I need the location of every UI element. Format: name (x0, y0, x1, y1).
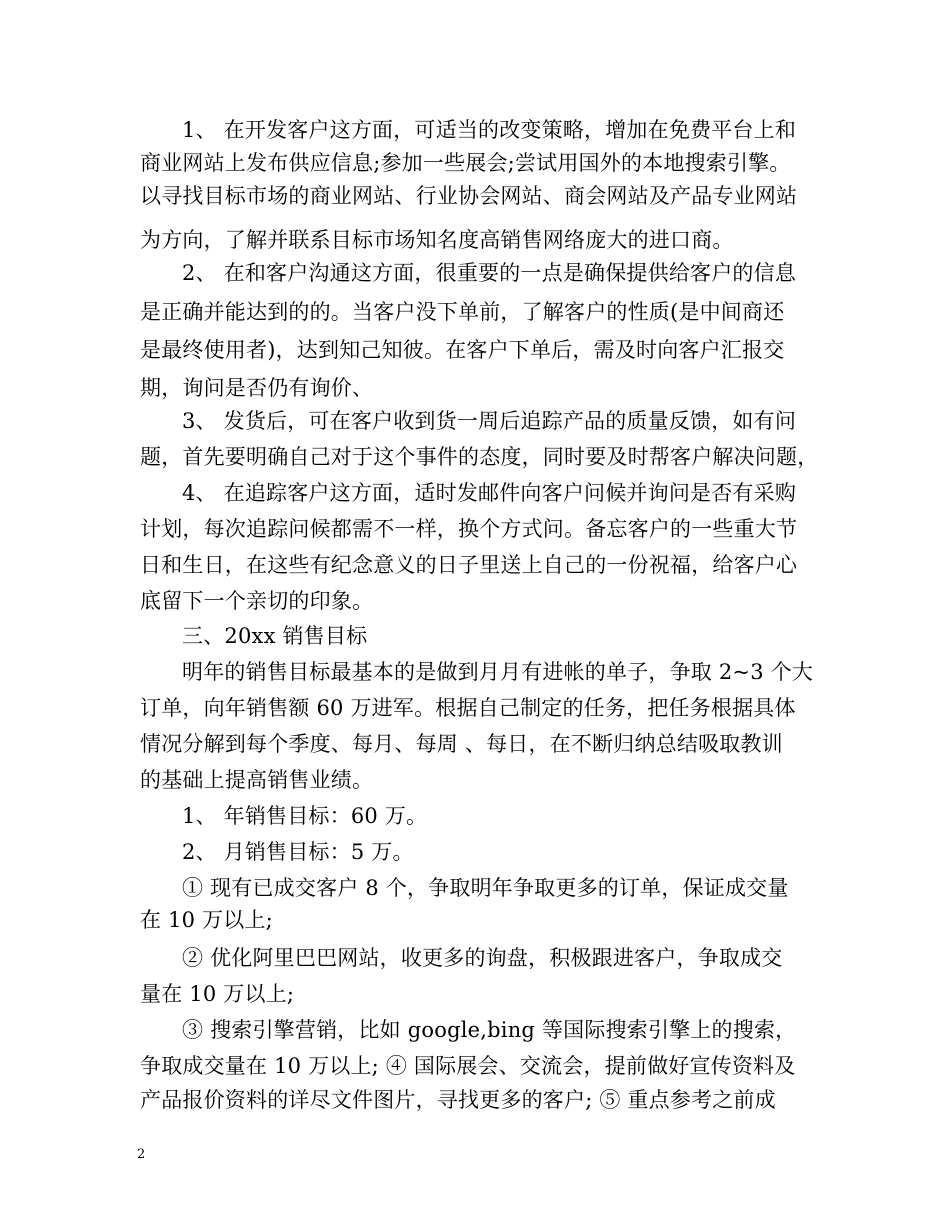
text-line: ③ 搜索引擎营销，比如 google,bing 等国际搜索引擎上的搜索， (182, 1018, 797, 1042)
text-line: 2、 在和客户沟通这方面，很重要的一点是确保提供给客户的信息 (182, 261, 797, 285)
page-number: 2 (137, 1147, 146, 1162)
text-line: 产品报价资料的详尽文件图片，寻找更多的客户; ⑤ 重点参考之前成 (140, 1088, 776, 1112)
text-line: ① 现有已成交客户 8 个，争取明年争取更多的订单，保证成交量 (182, 876, 789, 900)
text-line: 计划，每次追踪问候都需不一样，换个方式问。备忘客户的一些重大节 (140, 517, 798, 541)
section-heading: 三、20xx 销售目标 (182, 624, 368, 648)
text-line: 1、 年销售目标：60 万。 (182, 804, 428, 828)
text-line: 争取成交量在 10 万以上; ④ 国际展会、交流会，提前做好宣传资料及 (140, 1054, 796, 1078)
text-line: 2、 月销售目标：5 万。 (182, 840, 414, 864)
text-line: 情况分解到每个季度、每月、每周 、每日，在不断归纳总结吸取教训 (140, 732, 783, 756)
text-line: 期，询问是否仍有询价、 (140, 376, 374, 400)
text-line: 商业网站上发布供应信息;参加一些展会;尝试用国外的本地搜索引擎。 (140, 151, 791, 175)
text-line: 底留下一个亲切的印象。 (140, 589, 374, 613)
text-line: 以寻找目标市场的商业网站、行业协会网站、商会网站及产品专业网站 (140, 184, 798, 208)
text-line: 明年的销售目标最基本的是做到月月有进帐的单子，争取 2~3 个大 (182, 660, 814, 684)
text-line: 的基础上提高销售业绩。 (140, 768, 374, 792)
text-line: 在 10 万以上; (140, 908, 273, 932)
text-line: 3、 发货后，可在客户收到货一周后追踪产品的质量反馈，如有问 (182, 409, 797, 433)
text-line: 4、 在追踪客户这方面，适时发邮件向客户问候并询问是否有采购 (182, 481, 797, 505)
text-line: 日和生日，在这些有纪念意义的日子里送上自己的一份祝福，给客户心 (140, 553, 798, 577)
text-line: 为方向，了解并联系目标市场知名度高销售网络庞大的进口商。 (140, 228, 734, 252)
text-line: 1、 在开发客户这方面，可适当的改变策略，增加在免费平台上和 (182, 118, 797, 142)
text-line: 是最终使用者)，达到知己知彼。在客户下单后，需及时向客户汇报交 (140, 338, 785, 362)
text-line: ② 优化阿里巴巴网站，收更多的询盘，积极跟进客户，争取成交 (182, 946, 783, 970)
text-line: 是正确并能达到的的。当客户没下单前，了解客户的性质(是中间商还 (140, 300, 785, 324)
text-line: 量在 10 万以上; (140, 982, 295, 1006)
text-line: 题，首先要明确自己对于这个事件的态度，同时要及时帮客户解决问题， (140, 445, 819, 469)
text-line: 订单，向年销售额 60 万进军。根据自己制定的任务，把任务根据具体 (140, 696, 796, 720)
